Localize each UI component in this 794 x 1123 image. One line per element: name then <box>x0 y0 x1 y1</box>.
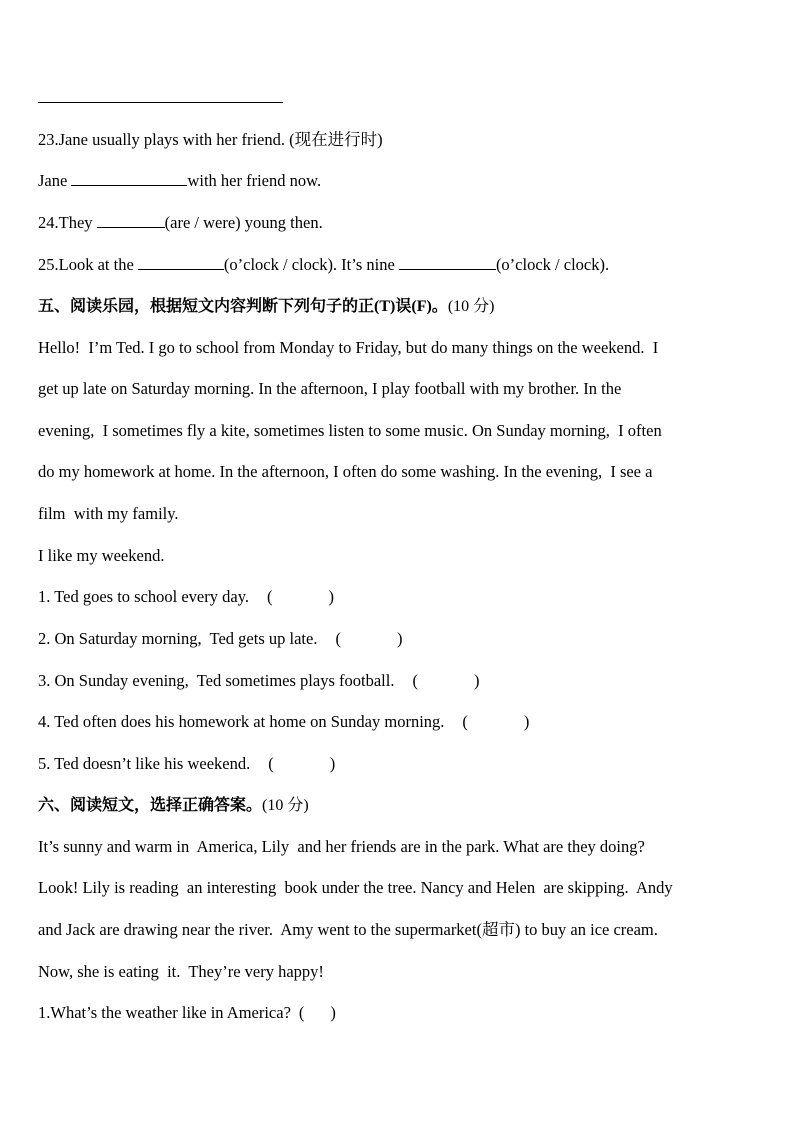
bracket-open: ( <box>267 587 273 606</box>
passage-line: Now, she is eating it. They’re very happy! <box>38 962 324 981</box>
section-5-heading <box>38 296 770 317</box>
question-25 <box>38 255 770 275</box>
q25-end: (o’clock / clock). <box>495 255 610 274</box>
tf-question-5 <box>38 754 770 774</box>
question-23 <box>38 130 770 150</box>
passage-line: and Jack are drawing near the river. Amy went to the supermarket(超市) to buy an ice cream. <box>38 920 658 939</box>
tf-question-text: 1. Ted goes to school every day. <box>38 587 250 606</box>
section-5-heading-end: 。 <box>431 296 448 315</box>
bracket-close: ) <box>330 1003 336 1022</box>
section-6-heading <box>38 795 770 816</box>
bracket-open: ( <box>462 712 468 731</box>
q24-blank[interactable] <box>97 213 165 228</box>
bracket-open: ( <box>335 629 341 648</box>
tf-question-text: 3. On Sunday evening, Ted sometimes plays football. <box>38 671 395 690</box>
passage-line: I like my weekend. <box>38 546 165 565</box>
q25-middle: (o’clock / clock). It’s nine <box>223 255 399 274</box>
q24-start: 24.They <box>38 213 97 232</box>
tf-question-1 <box>38 587 770 607</box>
passage-line: do my homework at home. In the afternoon, I often do some washing. In the evening, I see a <box>38 462 653 481</box>
section-5-heading-cn: 五、阅读乐园，根据短文内容判断下列句子的正 <box>38 296 375 315</box>
section-5-heading-t: (T) <box>374 298 396 315</box>
passage-line: It’s sunny and warm in America, Lily and her friends are in the park. What are they doing? <box>38 837 645 856</box>
passage-line: evening, I sometimes fly a kite, sometimes listen to some music. On Sunday morning, I often <box>38 421 662 440</box>
q25-blank-2[interactable] <box>399 255 496 270</box>
section-5-heading-f: (F) <box>411 298 432 315</box>
bracket-open: ( <box>268 754 274 773</box>
q25-start: 25.Look at the <box>38 255 138 274</box>
q23-answer-end: with her friend now. <box>187 171 322 190</box>
tf-question-3 <box>38 671 770 691</box>
section-6-heading-cn: 六、阅读短文，选择正确答案。 <box>38 795 263 814</box>
tf-question-text: 2. On Saturday morning, Ted gets up late. <box>38 629 318 648</box>
mc-question-1 <box>38 1003 770 1023</box>
bracket-close: ) <box>473 671 480 690</box>
q23-blank[interactable] <box>71 171 187 186</box>
bracket-close: ) <box>396 629 403 648</box>
bracket-open: ( <box>298 1003 305 1022</box>
answer-line <box>38 102 283 103</box>
passage-line: Hello! I’m Ted. I go to school from Monday to Friday, but do many things on the weekend. I <box>38 338 659 357</box>
question-23-text: 23.Jane usually plays with her friend. (现在进行时) <box>38 130 383 149</box>
bracket-close: ) <box>329 754 336 773</box>
section-5-score: (10 分) <box>447 298 495 315</box>
bracket-close: ) <box>328 587 335 606</box>
passage-line: get up late on Saturday morning. In the afternoon, I play football with my brother. In the <box>38 379 622 398</box>
tf-question-4 <box>38 712 770 732</box>
tf-question-text: 4. Ted often does his homework at home on Sunday morning. <box>38 712 445 731</box>
bracket-close: ) <box>523 712 530 731</box>
q23-answer-start: Jane <box>38 171 72 190</box>
question-23-answer <box>38 171 770 191</box>
bracket-open: ( <box>412 671 418 690</box>
passage-line: Look! Lily is reading an interesting book under the tree. Nancy and Helen are skipping. Andy <box>38 878 673 897</box>
section-6-score: (10 分) <box>262 797 309 814</box>
tf-question-text: 5. Ted doesn’t like his weekend. <box>38 754 251 773</box>
q25-blank-1[interactable] <box>138 255 224 270</box>
mc-question-text: 1.What’s the weather like in America? <box>38 1003 291 1022</box>
q24-end: (are / were) young then. <box>164 213 323 232</box>
section-5-heading-cn2: 误 <box>395 296 412 315</box>
passage-line: film with my family. <box>38 504 179 523</box>
tf-question-2 <box>38 629 770 649</box>
question-24 <box>38 213 770 233</box>
